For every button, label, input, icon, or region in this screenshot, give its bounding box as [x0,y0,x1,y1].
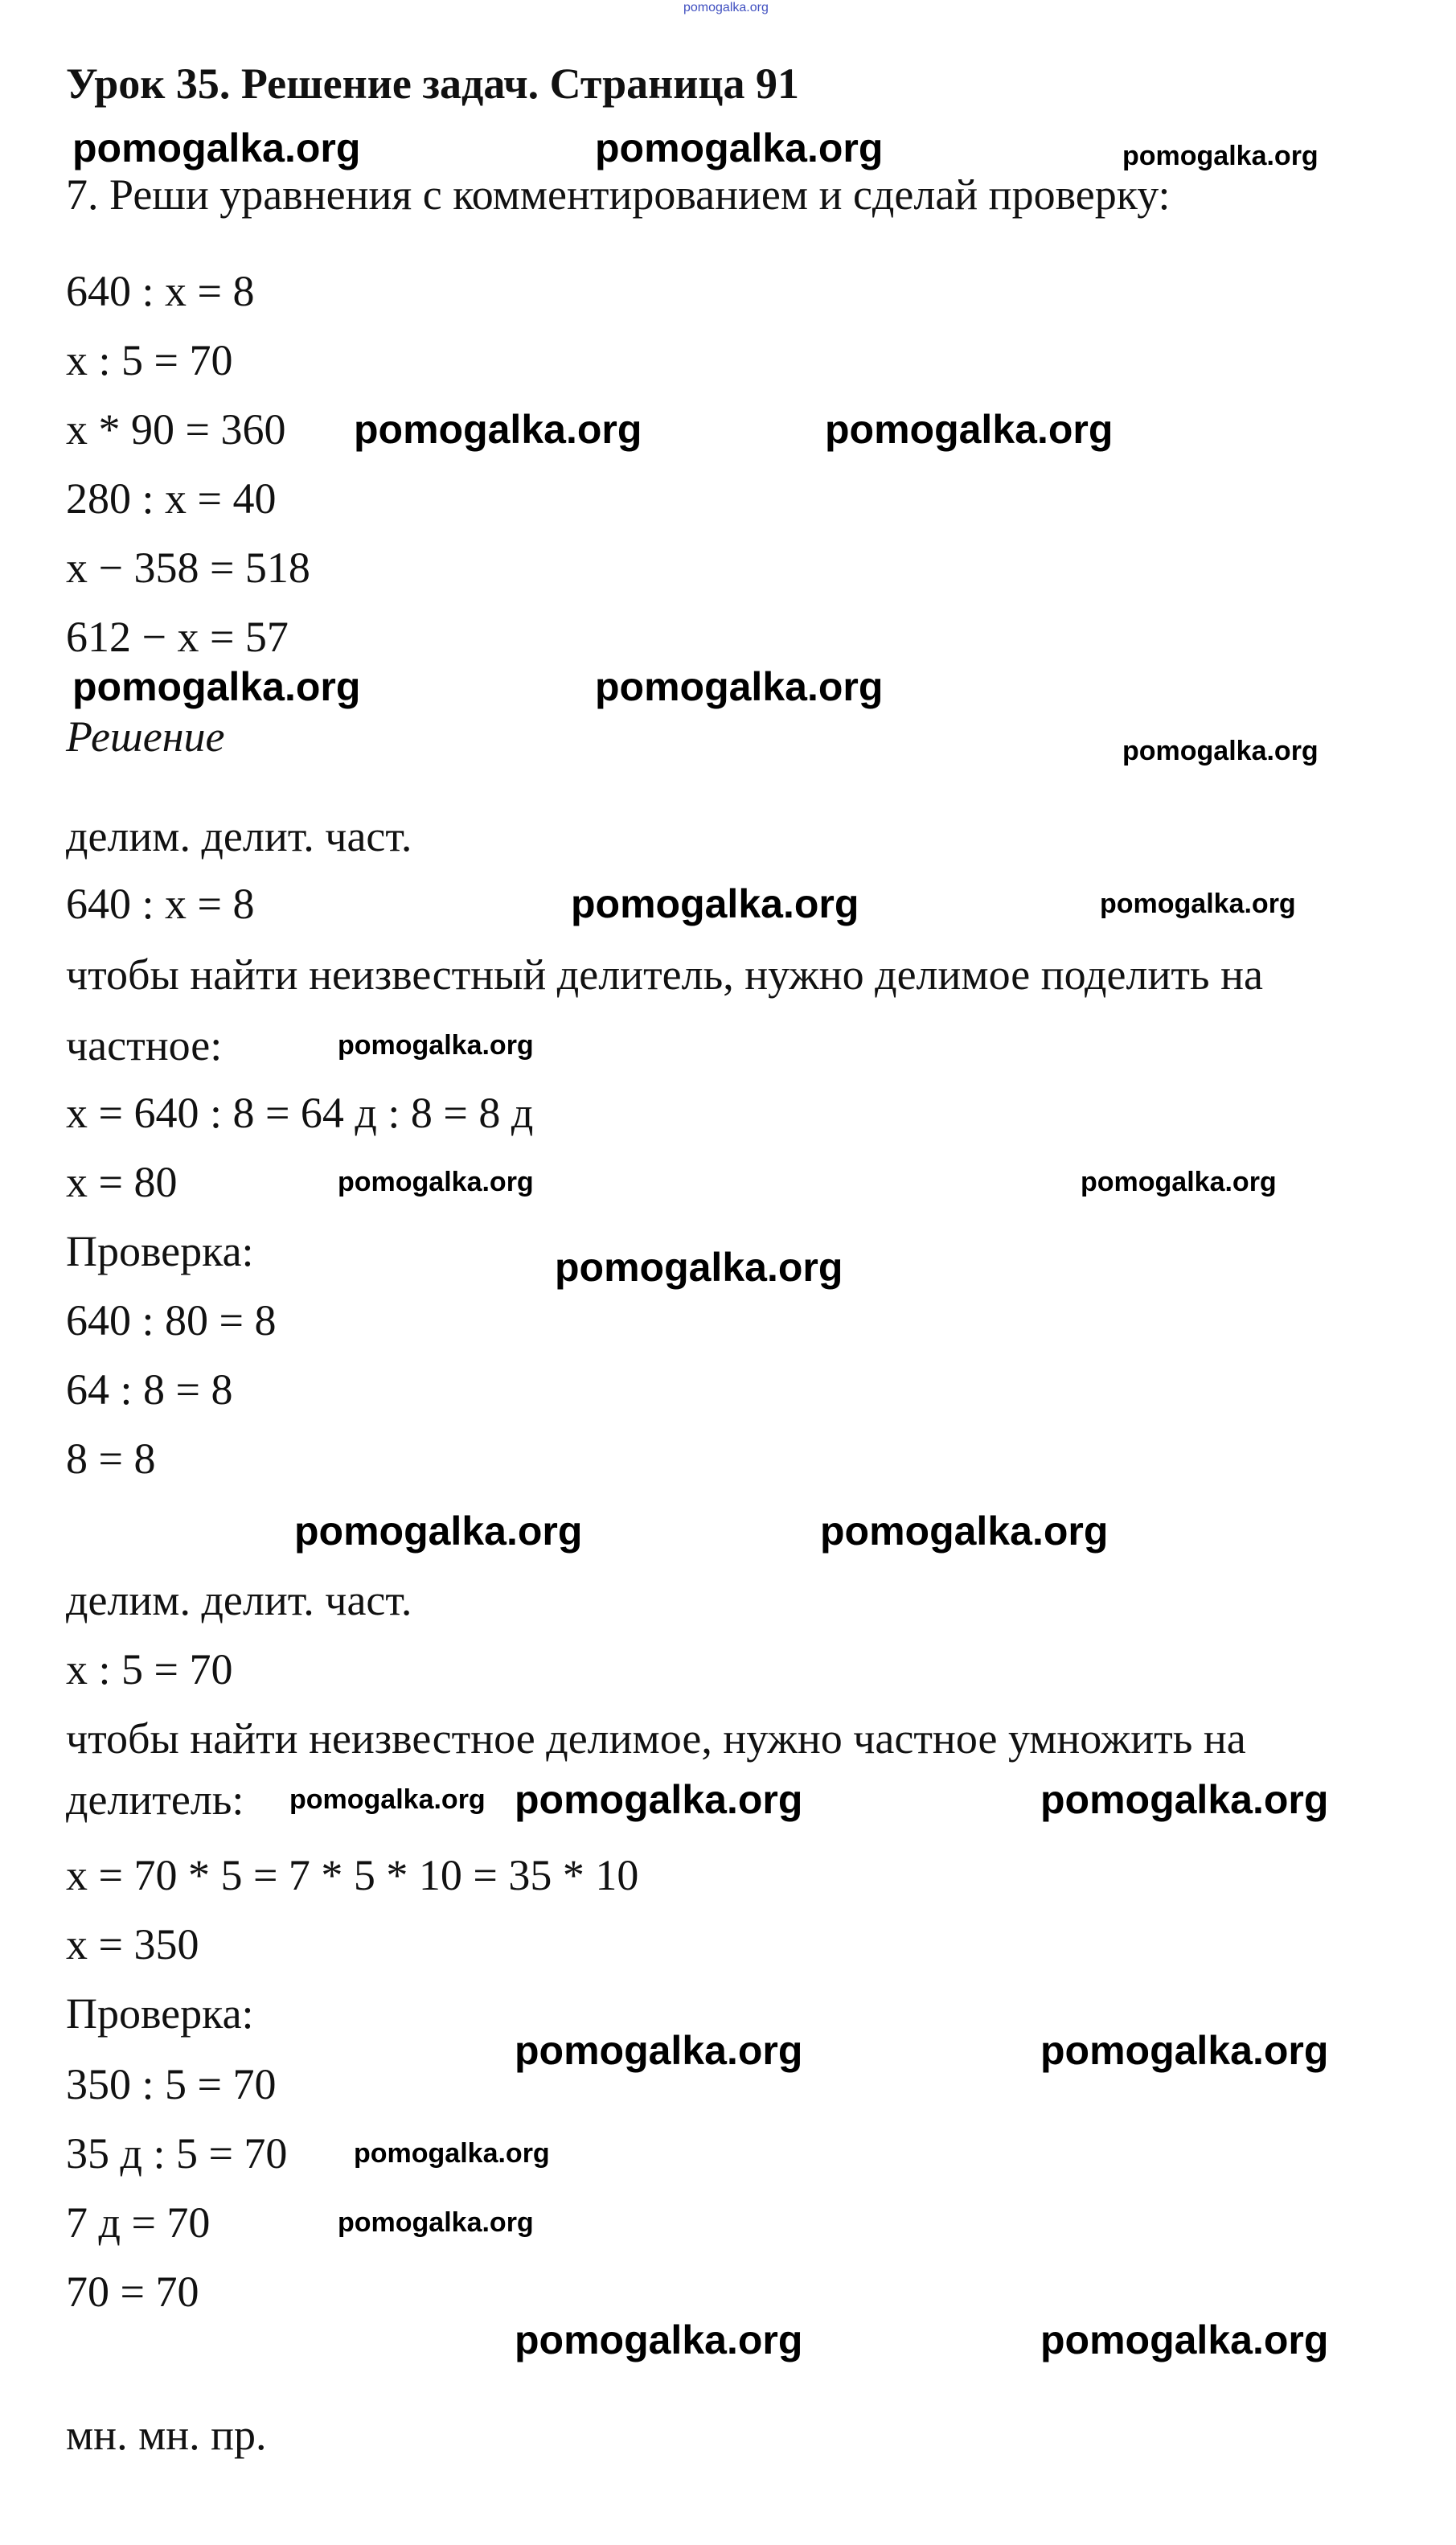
calculation: x = 70 * 5 = 7 * 5 * 10 = 35 * 10 [66,1851,639,1899]
watermark: pomogalka.org [72,125,361,170]
watermark: pomogalka.org [1100,889,1296,919]
watermark: pomogalka.org [338,1167,534,1197]
check-line: 640 : 80 = 8 [66,1296,277,1344]
rule-text: частное: [66,1021,223,1069]
watermark: pomogalka.org [555,1245,843,1290]
watermark: pomogalka.org [820,1509,1109,1554]
rule-text: чтобы найти неизвестный делитель, нужно делимое поделить на [66,950,1263,999]
watermark: pomogalka.org [1040,2317,1329,2362]
answer: x = 350 [66,1920,199,1968]
equation: 612 − x = 57 [66,613,289,661]
watermark: pomogalka.org [338,2207,534,2238]
watermark: pomogalka.org [1122,141,1319,171]
watermark: pomogalka.org [595,125,884,170]
watermark-top: pomogalka.org [683,1,769,14]
equation: x : 5 = 70 [66,1645,233,1693]
watermark: pomogalka.org [72,664,361,709]
equation: x * 90 = 360 [66,405,286,454]
watermark: pomogalka.org [338,1030,534,1061]
rule-text: чтобы найти неизвестное делимое, нужно частное умножить на [66,1714,1246,1763]
watermark: pomogalka.org [515,2028,803,2073]
watermark: pomogalka.org [595,664,884,709]
watermark: pomogalka.org [354,2138,550,2169]
watermark: pomogalka.org [294,1509,583,1554]
task-text: 7. Реши уравнения с комментированием и сделай проверку: [66,170,1171,219]
watermark: pomogalka.org [289,1784,486,1815]
equation: 640 : x = 8 [66,880,255,928]
equation: 280 : x = 40 [66,474,277,523]
check-label: Проверка: [66,1227,254,1275]
check-label: Проверка: [66,1989,254,2038]
watermark: pomogalka.org [825,407,1114,452]
solution-label: Решение [66,712,225,761]
answer: x = 80 [66,1158,178,1206]
watermark: pomogalka.org [354,407,642,452]
equation: x − 358 = 518 [66,544,310,592]
check-line: 8 = 8 [66,1435,156,1483]
watermark: pomogalka.org [515,1777,803,1822]
rule-text: делитель: [66,1775,244,1824]
equation: x : 5 = 70 [66,336,233,384]
watermark: pomogalka.org [1040,1777,1329,1822]
equation: 640 : x = 8 [66,267,255,315]
watermark: pomogalka.org [1040,2028,1329,2073]
watermark: pomogalka.org [1081,1167,1277,1197]
component-labels: мн. мн. пр. [66,2411,267,2459]
component-labels: делим. делит. част. [66,1576,412,1624]
watermark: pomogalka.org [571,881,859,926]
check-line: 64 : 8 = 8 [66,1365,233,1414]
check-line: 70 = 70 [66,2268,199,2316]
check-line: 7 д = 70 [66,2198,211,2247]
check-line: 35 д : 5 = 70 [66,2129,288,2178]
watermark: pomogalka.org [515,2317,803,2362]
component-labels: делим. делит. част. [66,812,412,860]
page-title: Урок 35. Решение задач. Страница 91 [66,60,799,108]
calculation: x = 640 : 8 = 64 д : 8 = 8 д [66,1089,534,1137]
check-line: 350 : 5 = 70 [66,2060,277,2108]
watermark: pomogalka.org [1122,736,1319,766]
